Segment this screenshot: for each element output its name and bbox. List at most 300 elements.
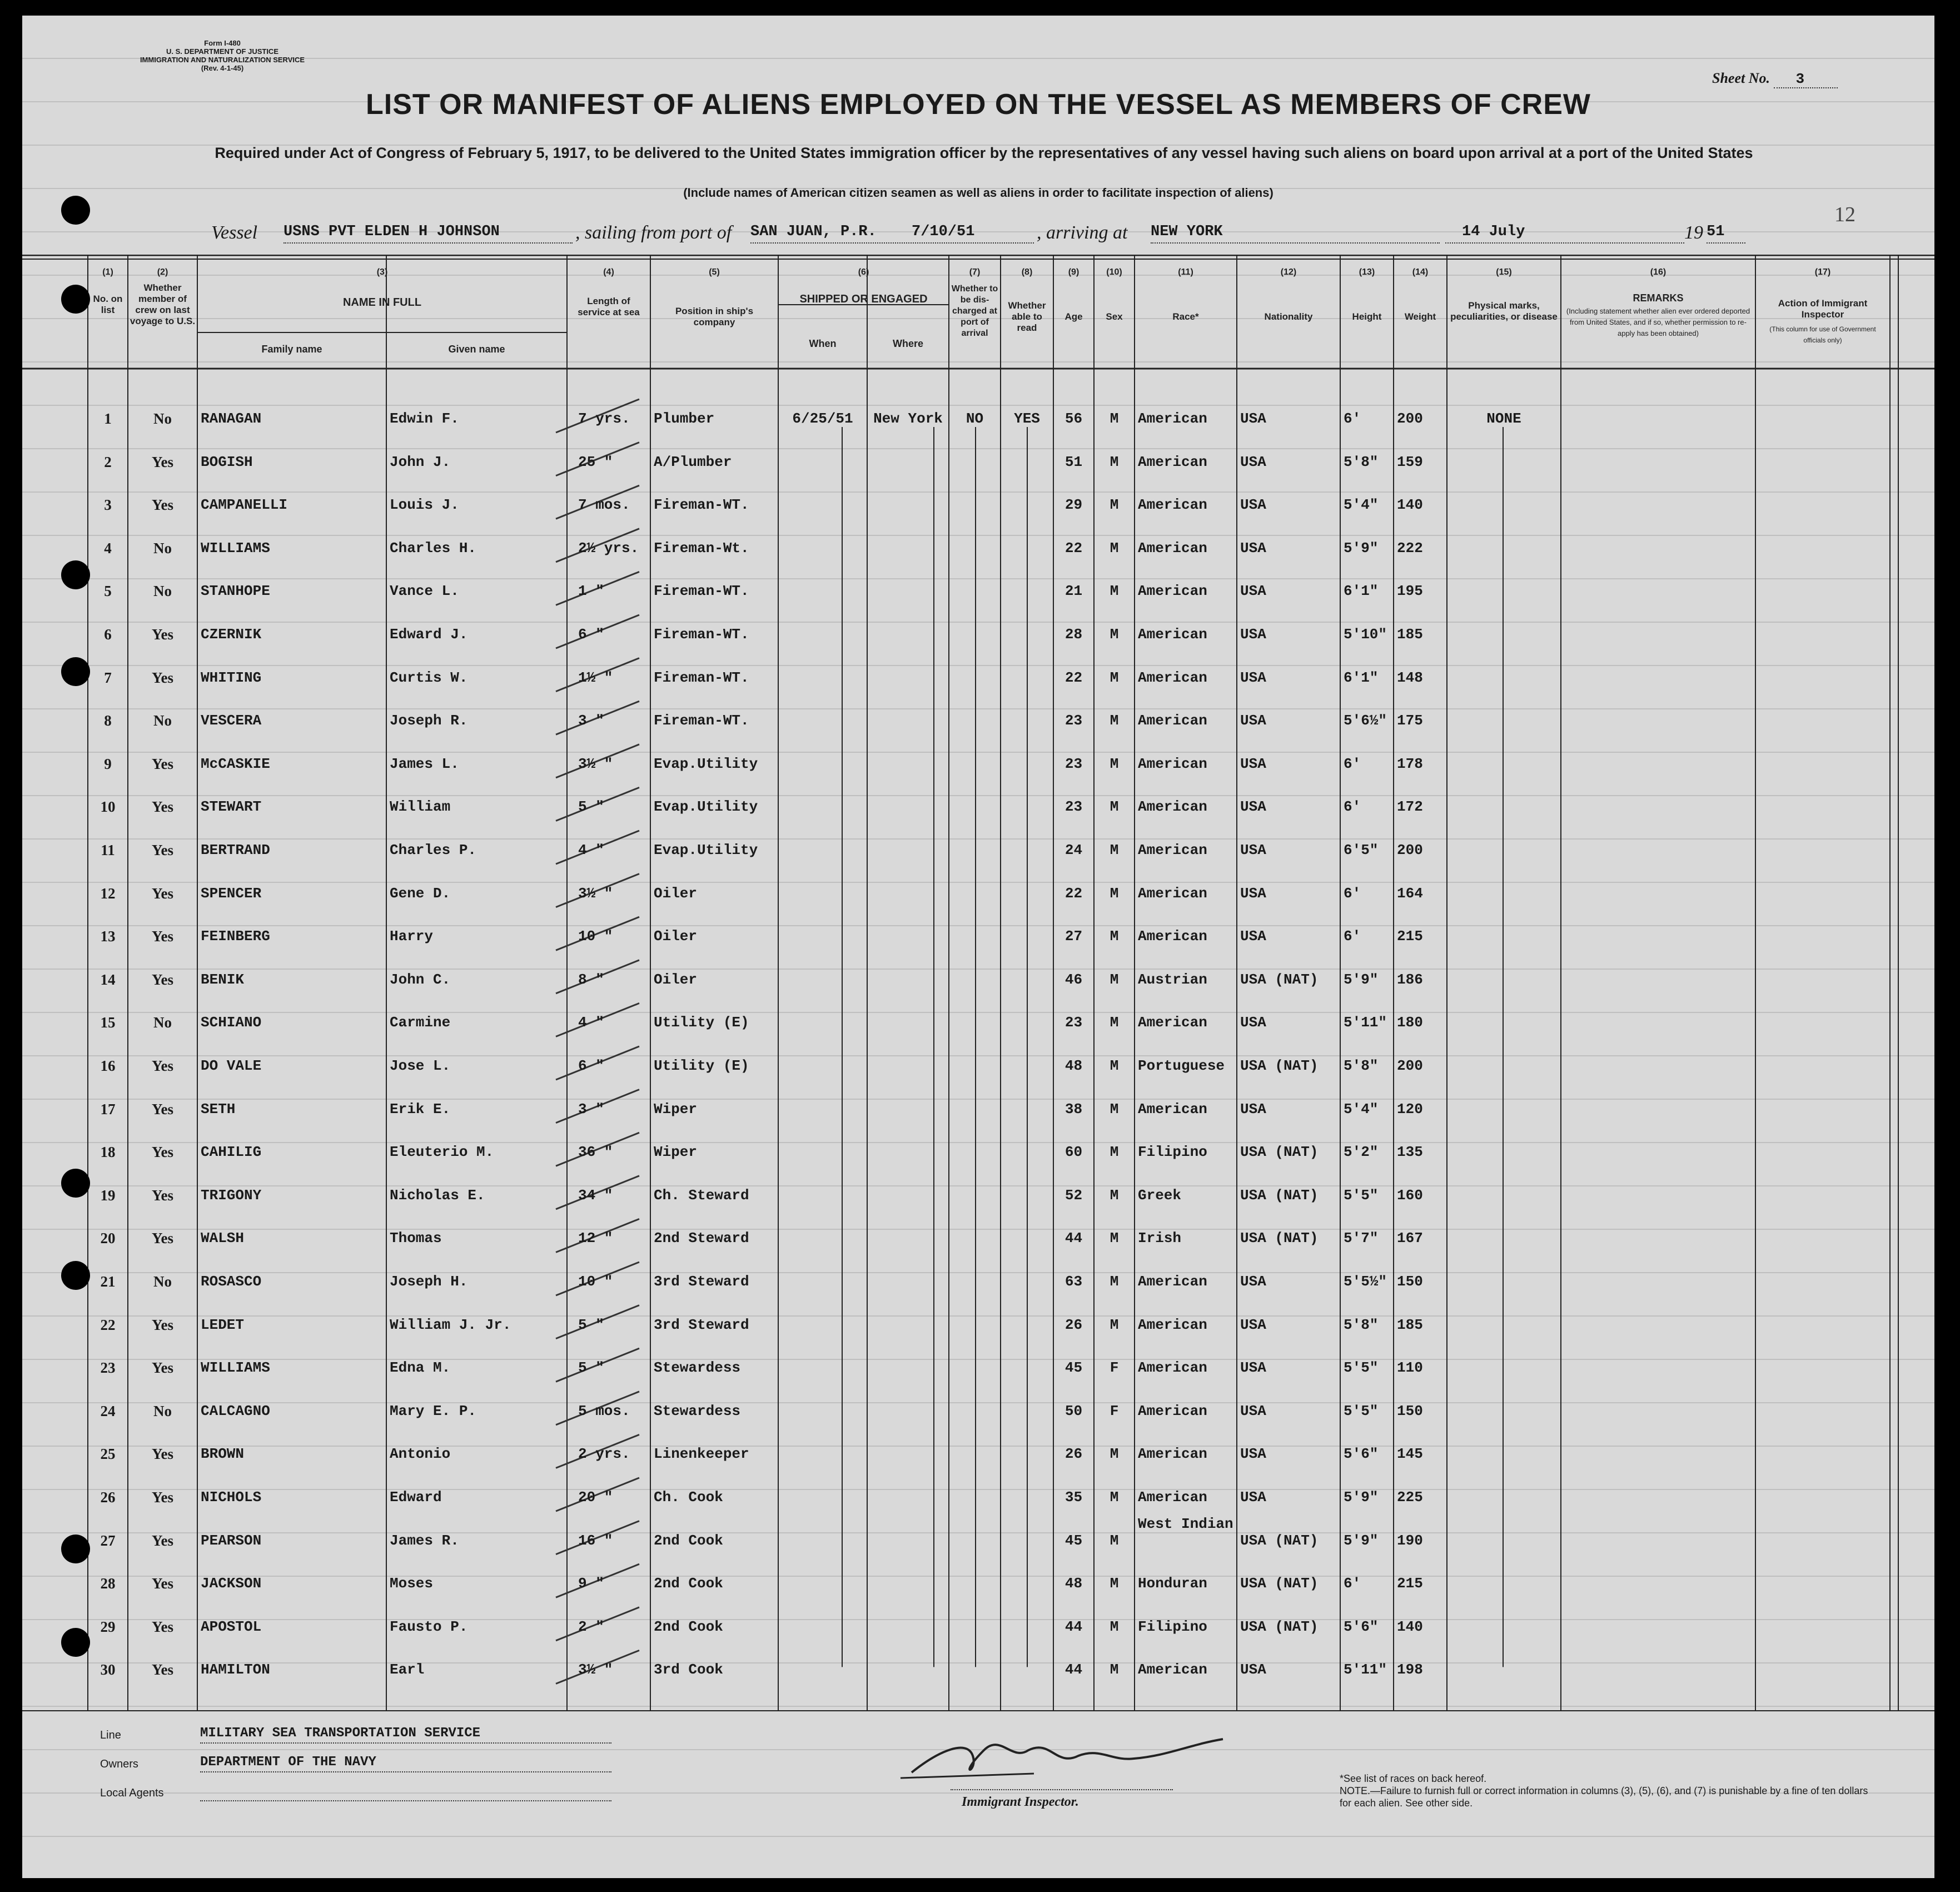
cell-nationality: USA — [1240, 1273, 1266, 1290]
cell-height: 6' — [1344, 885, 1361, 902]
cell-weight: 145 — [1397, 1446, 1423, 1463]
crew-table — [22, 255, 1934, 1711]
cell-given: James L. — [390, 755, 459, 772]
cell-prev: Yes — [152, 1230, 173, 1247]
cell-race: West Indian — [1138, 1515, 1233, 1532]
cell-no: 13 — [100, 928, 116, 945]
cell-age: 28 — [1064, 626, 1083, 643]
cell-nationality: USA — [1240, 842, 1266, 858]
cell-height: 6' — [1344, 798, 1361, 816]
table-row — [22, 454, 1934, 497]
punch-hole — [61, 196, 90, 225]
cell-race: American — [1138, 583, 1207, 600]
form-info — [111, 39, 334, 72]
cell-prev: Yes — [152, 1100, 173, 1118]
col-11-header: Race* — [1172, 311, 1199, 322]
cell-height: 6' — [1344, 410, 1361, 427]
cell-no: 19 — [100, 1186, 116, 1204]
col-17-subheader: (This column for use of Government officials only) — [1769, 325, 1876, 344]
col-10-number: (10) — [1106, 267, 1122, 277]
cell-sex: M — [1110, 1489, 1119, 1506]
cell-weight: 159 — [1397, 453, 1423, 470]
cell-position: Fireman-Wt. — [654, 539, 749, 557]
cell-service: 16 " — [578, 1532, 613, 1549]
cell-service: 3 " — [578, 1100, 604, 1118]
cell-no: 6 — [104, 626, 112, 643]
cell-position: Fireman-WT. — [654, 669, 749, 686]
table-row — [22, 1661, 1934, 1705]
footnotes — [1340, 1772, 1873, 1809]
cell-given: Gene D. — [390, 885, 451, 902]
cell-nationality: USA (NAT) — [1240, 1057, 1319, 1074]
punch-hole — [61, 1535, 90, 1563]
table-row — [22, 1057, 1934, 1101]
cell-service: 5 " — [578, 1316, 604, 1333]
col-15-number: (15) — [1496, 267, 1512, 277]
sailing-label: , sailing from port of — [575, 222, 732, 243]
cell-race: Filipino — [1138, 1618, 1207, 1635]
col-6a-header: When — [809, 338, 837, 349]
cell-given: Louis J. — [390, 496, 459, 514]
cell-service: 25 " — [578, 453, 613, 470]
cell-nationality: USA — [1240, 1014, 1266, 1031]
cell-weight: 160 — [1397, 1186, 1423, 1204]
cell-sex: F — [1110, 1402, 1119, 1419]
col-1-number: (1) — [102, 267, 113, 277]
cell-nationality: USA (NAT) — [1240, 1575, 1319, 1592]
col-16-number: (16) — [1650, 267, 1667, 277]
cell-prev: Yes — [152, 1359, 173, 1377]
cell-race: American — [1138, 496, 1207, 514]
arriving-port: NEW YORK — [1151, 224, 1440, 244]
cell-no: 27 — [100, 1532, 116, 1549]
cell-family: TRIGONY — [201, 1186, 262, 1204]
cell-weight: 200 — [1397, 842, 1423, 858]
cell-position: Fireman-WT. — [654, 496, 749, 514]
col-12-number: (12) — [1280, 267, 1297, 277]
table-row — [22, 712, 1934, 756]
cell-race: American — [1138, 1489, 1207, 1506]
col-3-number: (3) — [376, 267, 388, 277]
cell-no: 1 — [104, 410, 112, 427]
cell-sex: M — [1110, 1316, 1119, 1333]
col-12-header: Nationality — [1264, 311, 1313, 322]
cell-position: Evap.Utility — [654, 842, 758, 858]
cell-no: 7 — [104, 669, 112, 686]
cell-weight: 200 — [1397, 1057, 1423, 1074]
inspector-line — [951, 1789, 1173, 1790]
vessel-line — [22, 222, 1934, 249]
cell-sex: M — [1110, 669, 1119, 686]
cell-where: New York — [873, 410, 943, 427]
cell-position: 3rd Steward — [654, 1273, 749, 1290]
cell-family: STANHOPE — [201, 583, 270, 600]
cell-given: Eleuterio M. — [390, 1144, 494, 1161]
table-row — [22, 971, 1934, 1015]
cell-age: 44 — [1064, 1661, 1083, 1679]
cell-sex: M — [1110, 885, 1119, 902]
cell-no: 21 — [100, 1273, 116, 1290]
cell-age: 29 — [1064, 496, 1083, 514]
cell-height: 5'11" — [1344, 1014, 1387, 1031]
cell-age: 63 — [1064, 1273, 1083, 1290]
cell-height: 6'1" — [1344, 669, 1379, 686]
cell-height: 6' — [1344, 755, 1361, 772]
cell-sex: M — [1110, 1186, 1119, 1204]
cell-position: Evap.Utility — [654, 755, 758, 772]
cell-height: 6'5" — [1344, 842, 1379, 858]
col-9-header: Age — [1064, 311, 1083, 322]
cell-age: 24 — [1064, 842, 1083, 858]
table-row — [22, 496, 1934, 540]
cell-height: 5'4" — [1344, 1100, 1379, 1118]
cell-service: 3½ " — [578, 755, 613, 772]
cell-given: John J. — [390, 453, 451, 470]
cell-given: Nicholas E. — [390, 1186, 485, 1204]
cell-position: Fireman-WT. — [654, 583, 749, 600]
cell-given: Edwin F. — [390, 410, 459, 427]
arrival-year: 51 — [1707, 224, 1745, 244]
cell-race: Austrian — [1138, 971, 1207, 988]
cell-sex: M — [1110, 1273, 1119, 1290]
cell-no: 14 — [100, 971, 116, 988]
table-row — [22, 1575, 1934, 1618]
cell-sex: M — [1110, 1230, 1119, 1247]
cell-service: 7 yrs. — [578, 410, 630, 427]
table-row — [22, 1515, 1934, 1576]
cell-position: Wiper — [654, 1100, 698, 1118]
cell-no: 28 — [100, 1575, 116, 1592]
cell-given: Edward — [390, 1489, 442, 1506]
cell-nationality: USA — [1240, 453, 1266, 470]
cell-given: Carmine — [390, 1014, 451, 1031]
cell-position: Ch. Cook — [654, 1489, 723, 1506]
cell-race: American — [1138, 1014, 1207, 1031]
cell-nationality: USA (NAT) — [1240, 971, 1319, 988]
cell-height: 5'9" — [1344, 1532, 1379, 1549]
col-1-header: No. on list — [93, 294, 123, 315]
cell-family: WILLIAMS — [201, 539, 270, 557]
cell-service: 10 " — [578, 1273, 613, 1290]
cell-weight: 140 — [1397, 496, 1423, 514]
col-10-header: Sex — [1106, 311, 1123, 322]
cell-family: DO VALE — [201, 1057, 262, 1074]
cell-sex: M — [1110, 539, 1119, 557]
col-2-number: (2) — [157, 267, 168, 277]
cell-no: 5 — [104, 583, 112, 600]
cell-family: JACKSON — [201, 1575, 262, 1592]
cell-no: 8 — [104, 712, 112, 729]
cell-family: CAMPANELLI — [201, 496, 288, 514]
table-row — [22, 1403, 1934, 1446]
cell-height: 5'9" — [1344, 971, 1379, 988]
cell-age: 23 — [1064, 755, 1083, 772]
cell-weight: 150 — [1397, 1402, 1423, 1419]
cell-read: YES — [1014, 410, 1040, 427]
col-7-header: Whether to be dis-charged at port of arrival — [951, 284, 998, 338]
cell-race: American — [1138, 1100, 1207, 1118]
cell-service: 8 " — [578, 971, 604, 988]
col-16-header: REMARKS — [1633, 292, 1684, 304]
cell-position: A/Plumber — [654, 453, 732, 470]
cell-given: Joseph R. — [390, 712, 468, 729]
cell-service: 36 " — [578, 1144, 613, 1161]
cell-age: 56 — [1064, 410, 1083, 427]
cell-nationality: USA — [1240, 885, 1266, 902]
cell-position: Fireman-WT. — [654, 712, 749, 729]
cell-race: American — [1138, 1446, 1207, 1463]
cell-nationality: USA — [1240, 1100, 1266, 1118]
table-row — [22, 1489, 1934, 1532]
cell-race: Portuguese — [1138, 1057, 1225, 1074]
cell-position: Evap.Utility — [654, 798, 758, 816]
cell-prev: Yes — [152, 1661, 173, 1679]
cell-position: Stewardess — [654, 1359, 741, 1377]
cell-service: 3½ " — [578, 1661, 613, 1679]
cell-race: American — [1138, 712, 1207, 729]
cell-prev: Yes — [152, 798, 173, 816]
cell-nationality: USA — [1240, 583, 1266, 600]
cell-age: 52 — [1064, 1186, 1083, 1204]
cell-prev: Yes — [152, 496, 173, 514]
cell-age: 44 — [1064, 1618, 1083, 1635]
cell-prev: Yes — [152, 1489, 173, 1506]
table-row — [22, 583, 1934, 626]
col-3-header: NAME IN FULL — [342, 296, 422, 309]
cell-weight: 150 — [1397, 1273, 1423, 1290]
cell-weight: 175 — [1397, 712, 1423, 729]
cell-given: Vance L. — [390, 583, 459, 600]
cell-family: CAHILIG — [201, 1144, 262, 1161]
cell-prev: Yes — [152, 1575, 173, 1592]
cell-given: Moses — [390, 1575, 434, 1592]
cell-service: 2 " — [578, 1618, 604, 1635]
cell-family: APOSTOL — [201, 1618, 262, 1635]
cell-weight: 190 — [1397, 1532, 1423, 1549]
col-11-number: (11) — [1178, 267, 1193, 277]
cell-nationality: USA (NAT) — [1240, 1230, 1319, 1247]
col-8-number: (8) — [1021, 267, 1033, 277]
table-row — [22, 1446, 1934, 1489]
cell-race: American — [1138, 539, 1207, 557]
cell-age: 48 — [1064, 1057, 1083, 1074]
cell-nationality: USA — [1240, 539, 1266, 557]
cell-prev: No — [153, 410, 172, 427]
sheet-number-value: 3 — [1774, 71, 1838, 88]
cell-weight: 198 — [1397, 1661, 1423, 1679]
col-4-header: Length of service at sea — [578, 296, 640, 317]
cell-age: 45 — [1064, 1532, 1083, 1549]
cell-family: BENIK — [201, 971, 245, 988]
table-row — [22, 1144, 1934, 1187]
cell-height: 6'1" — [1344, 583, 1379, 600]
col-14-header: Weight — [1404, 311, 1436, 322]
cell-age: 51 — [1064, 453, 1083, 470]
page-mark: 12 — [1834, 203, 1855, 226]
cell-family: BROWN — [201, 1446, 245, 1463]
cell-nationality: USA — [1240, 1316, 1266, 1333]
cell-no: 25 — [100, 1446, 116, 1463]
cell-sex: M — [1110, 1014, 1119, 1031]
cell-position: Ch. Steward — [654, 1186, 749, 1204]
cell-position: Utility (E) — [654, 1014, 749, 1031]
cell-no: 30 — [100, 1661, 116, 1679]
cell-service: 9 " — [578, 1575, 604, 1592]
col-15-header: Physical marks, peculiarities, or disease — [1450, 300, 1558, 322]
cell-family: SETH — [201, 1100, 236, 1118]
col-6b-header: Where — [892, 338, 923, 349]
agents-value — [200, 1784, 611, 1801]
cell-no: 9 — [104, 755, 112, 772]
cell-sex: M — [1110, 1575, 1119, 1592]
cell-nationality: USA — [1240, 755, 1266, 772]
cell-family: CALCAGNO — [201, 1402, 270, 1419]
cell-no: 16 — [100, 1057, 116, 1074]
inspector-signature — [889, 1728, 1245, 1789]
cell-service: 5 " — [578, 1359, 604, 1377]
cell-no: 15 — [100, 1014, 116, 1031]
owners-label: Owners — [100, 1758, 138, 1770]
inspector-label: Immigrant Inspector. — [962, 1795, 1079, 1809]
cell-prev: Yes — [152, 626, 173, 643]
arrival-date: 14 July — [1445, 224, 1684, 244]
cell-service: 1 " — [578, 583, 604, 600]
cell-given: Fausto P. — [390, 1618, 468, 1635]
cell-prev: Yes — [152, 971, 173, 988]
cell-service: 6 " — [578, 626, 604, 643]
year-prefix: 19 — [1684, 222, 1703, 243]
table-row — [22, 410, 1934, 454]
punch-hole — [61, 285, 90, 314]
col-5-number: (5) — [709, 267, 720, 277]
document-title: LIST OR MANIFEST OF ALIENS EMPLOYED ON THE VESSEL AS MEMBERS OF CREW — [366, 88, 1591, 121]
cell-no: 12 — [100, 885, 116, 902]
cell-sex: M — [1110, 1661, 1119, 1679]
table-row — [22, 1101, 1934, 1144]
cell-race: Irish — [1138, 1230, 1182, 1247]
cell-age: 50 — [1064, 1402, 1083, 1419]
cell-age: 46 — [1064, 971, 1083, 988]
cell-weight: 164 — [1397, 885, 1423, 902]
cell-age: 26 — [1064, 1446, 1083, 1463]
cell-position: Wiper — [654, 1144, 698, 1161]
cell-age: 48 — [1064, 1575, 1083, 1592]
cell-prev: Yes — [152, 1446, 173, 1463]
table-row — [22, 842, 1934, 885]
cell-service: 4 " — [578, 1014, 604, 1031]
cell-weight: 110 — [1397, 1359, 1423, 1377]
cell-weight: 148 — [1397, 669, 1423, 686]
document-subtitle: Required under Act of Congress of February 5, 1917, to be delivered to the United States immigration officer by the representatives of any vessel having such aliens on board upon arrival at a port of the United States — [215, 145, 1753, 161]
cell-height: 5'4" — [1344, 496, 1379, 514]
cell-height: 5'8" — [1344, 453, 1379, 470]
cell-given: Mary E. P. — [390, 1402, 477, 1419]
cell-family: NICHOLS — [201, 1489, 262, 1506]
cell-sex: M — [1110, 755, 1119, 772]
cell-no: 26 — [100, 1489, 116, 1506]
cell-service: 5 mos. — [578, 1402, 630, 1419]
cell-position: 2nd Steward — [654, 1230, 749, 1247]
cell-height: 5'8" — [1344, 1057, 1379, 1074]
cell-weight: 215 — [1397, 928, 1423, 945]
cell-sex: M — [1110, 1618, 1119, 1635]
cell-sex: M — [1110, 410, 1119, 427]
cell-prev: Yes — [152, 842, 173, 858]
table-row — [22, 928, 1934, 971]
cell-age: 22 — [1064, 539, 1083, 557]
form-department: U. S. DEPARTMENT OF JUSTICE — [166, 47, 278, 56]
cell-prev: Yes — [152, 1316, 173, 1333]
cell-family: WALSH — [201, 1230, 245, 1247]
cell-given: John C. — [390, 971, 451, 988]
cell-family: STEWART — [201, 798, 262, 816]
cell-weight: 180 — [1397, 1014, 1423, 1031]
cell-weight: 120 — [1397, 1100, 1423, 1118]
cell-no: 29 — [100, 1618, 116, 1635]
cell-service: 2½ yrs. — [578, 539, 639, 557]
cell-given: Erik E. — [390, 1100, 451, 1118]
cell-family: ROSASCO — [201, 1273, 262, 1290]
sheet-number — [1712, 70, 1838, 87]
cell-height: 5'9" — [1344, 539, 1379, 557]
cell-sex: M — [1110, 1446, 1119, 1463]
cell-prev: Yes — [152, 1057, 173, 1074]
cell-given: Charles H. — [390, 539, 477, 557]
cell-prev: No — [153, 539, 172, 557]
cell-nationality: USA — [1240, 1359, 1266, 1377]
cell-nationality: USA — [1240, 1661, 1266, 1679]
cell-prev: Yes — [152, 1186, 173, 1204]
cell-weight: 140 — [1397, 1618, 1423, 1635]
cell-height: 5'6½" — [1344, 712, 1387, 729]
cell-given: Curtis W. — [390, 669, 468, 686]
cell-service: 6 " — [578, 1057, 604, 1074]
cell-family: BERTRAND — [201, 842, 270, 858]
vessel-name: USNS PVT ELDEN H JOHNSON — [283, 224, 573, 244]
cell-position: 3rd Steward — [654, 1316, 749, 1333]
cell-height: 5'10" — [1344, 626, 1387, 643]
sheet-number-label: Sheet No. — [1712, 70, 1770, 86]
sailing-port: SAN JUAN, P.R. — [750, 224, 1034, 244]
punch-hole — [61, 657, 90, 686]
cell-marks: NONE — [1486, 410, 1521, 427]
col-7-number: (7) — [969, 267, 981, 277]
cell-sex: M — [1110, 712, 1119, 729]
cell-height: 5'5" — [1344, 1359, 1379, 1377]
cell-race: American — [1138, 1273, 1207, 1290]
cell-nationality: USA (NAT) — [1240, 1186, 1319, 1204]
cell-sex: M — [1110, 496, 1119, 514]
form-service: IMMIGRATION AND NATURALIZATION SERVICE — [140, 56, 305, 64]
cell-service: 3½ " — [578, 885, 613, 902]
line-value: MILITARY SEA TRANSPORTATION SERVICE — [200, 1726, 611, 1744]
cell-height: 5'6" — [1344, 1618, 1379, 1635]
table-row — [22, 1618, 1934, 1662]
cell-position: Oiler — [654, 971, 698, 988]
cell-discharged: NO — [966, 410, 984, 427]
cell-nationality: USA (NAT) — [1240, 1532, 1319, 1549]
col-3a-header: Family name — [261, 344, 322, 355]
cell-weight: 195 — [1397, 583, 1423, 600]
cell-nationality: USA — [1240, 1489, 1266, 1506]
table-row — [22, 626, 1934, 669]
col-17-header: Action of Immigrant Inspector — [1778, 298, 1868, 320]
cell-prev: Yes — [152, 1618, 173, 1635]
cell-nationality: USA — [1240, 798, 1266, 816]
cell-position: Linenkeeper — [654, 1446, 749, 1463]
cell-prev: Yes — [152, 1144, 173, 1161]
col-5-header: Position in ship's company — [675, 306, 754, 327]
